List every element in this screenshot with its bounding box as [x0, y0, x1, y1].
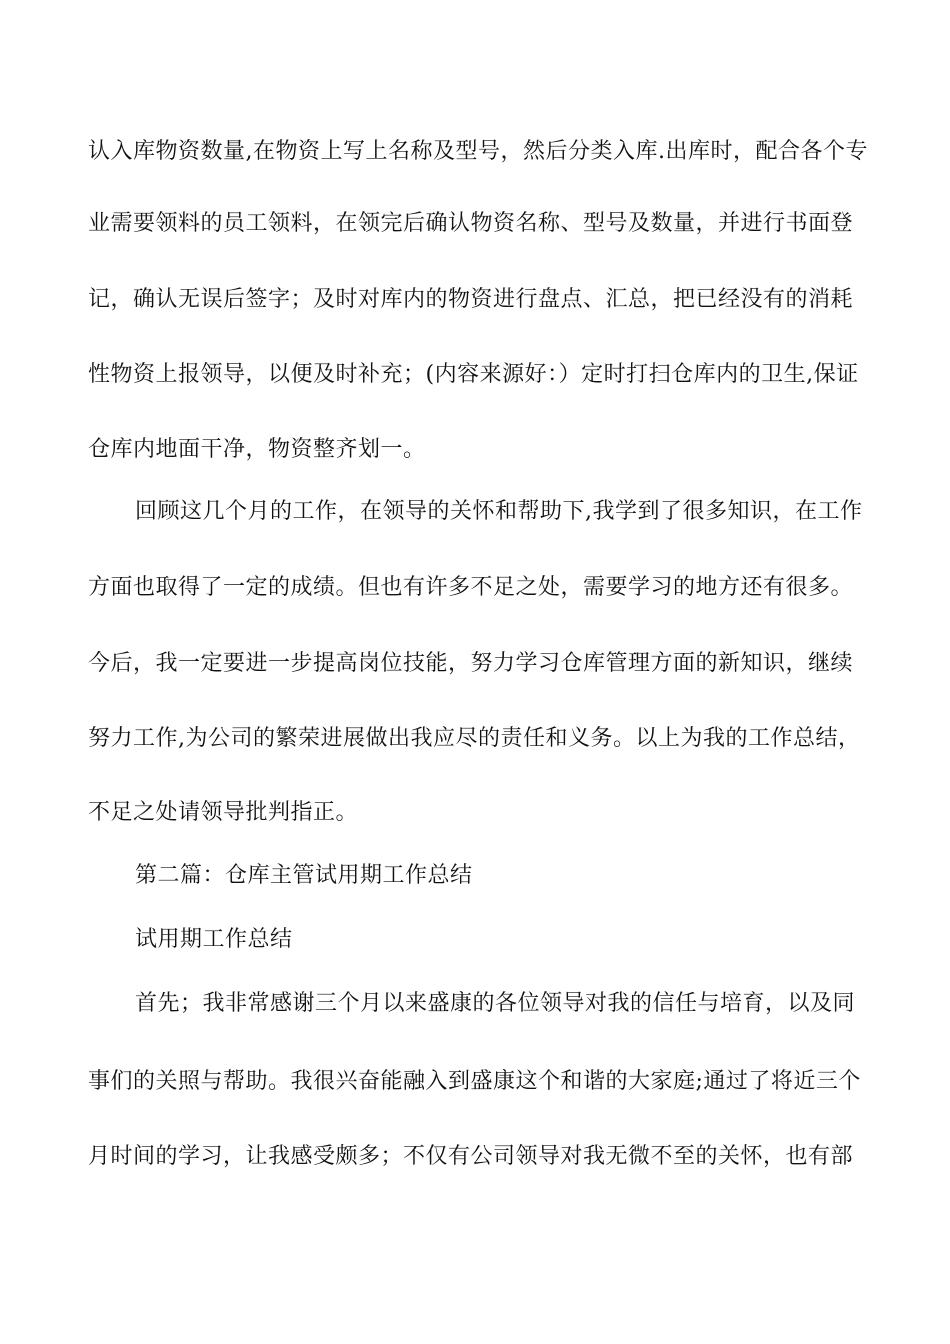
paragraph-line: 努力工作,为公司的繁荣进展做出我应尽的责任和义务。以上为我的工作总结， [88, 726, 861, 751]
paragraph-line: 今后，我一定要进一步提高岗位技能，努力学习仓库管理方面的新知识，继续 [88, 651, 854, 676]
paragraph-line: 事们的关照与帮助。我很兴奋能融入到盛康这个和谐的大家庭;通过了将近三个 [88, 1069, 861, 1094]
paragraph-line: 性物资上报领导，以便及时补充；(内容来源好：）定时打扫仓库内的卫生,保证 [88, 362, 859, 387]
paragraph-line: 首先；我非常感谢三个月以来盛康的各位领导对我的信任与培育，以及同 [135, 991, 856, 1016]
paragraph-line: 仓库内地面干净，物资整齐划一。 [88, 437, 426, 462]
paragraph-line: 方面也取得了一定的成绩。但也有许多不足之处，需要学习的地方还有很多。 [88, 575, 854, 600]
paragraph-line: 记，确认无误后签字；及时对库内的物资进行盘点、汇总，把已经没有的消耗 [88, 287, 854, 312]
paragraph-line: 不足之处请领导批判指正。 [88, 800, 359, 825]
paragraph-line: 认入库物资数量,在物资上写上名称及型号，然后分类入库.出库时，配合各个专 [88, 139, 868, 164]
section-subheading: 试用期工作总结 [135, 927, 293, 952]
paragraph-line: 业需要领料的员工领料，在领完后确认物资名称、型号及数量，并进行书面登 [88, 211, 854, 236]
section-heading: 第二篇：仓库主管试用期工作总结 [135, 863, 473, 888]
paragraph-line: 月时间的学习，让我感受颇多；不仅有公司领导对我无微不至的关怀，也有部 [88, 1144, 854, 1169]
paragraph-line: 回顾这几个月的工作，在领导的关怀和帮助下,我学到了很多知识，在工作 [135, 499, 863, 524]
